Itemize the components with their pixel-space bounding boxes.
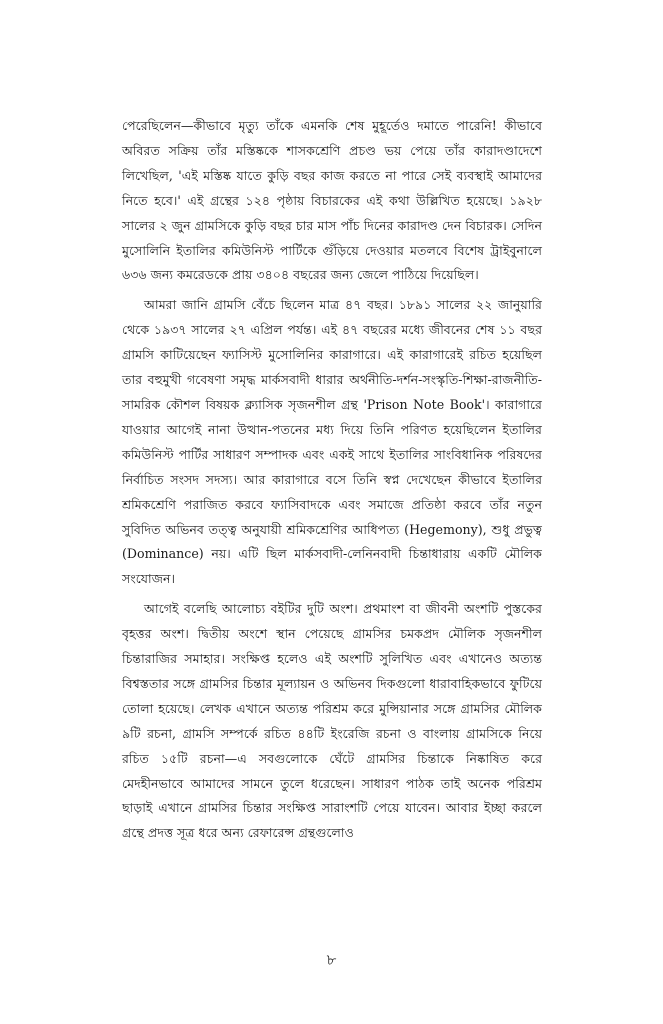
paragraph-gramsci-life: আমরা জানি গ্রামসি বেঁচে ছিলেন মাত্র ৪৭ বছর। ১৮৯১ সালের ২২ জানুয়ারি থেকে ১৯৩৭ সালের ২৭ এপ্রিল পর্যন্ত। এই ৪৭ বছরের মধ্যে জীবনের শেষ ১১ বছর গ্রামসি কাটিয়েছেন ফ্যাসিস্ট মুসোলিনির কারাগারে। এই কারাগারেই রচিত হয়েছিল তার বহুমুখী গবেষণা সমৃদ্ধ মার্কসবাদী ধারার অর্থনীতি-দর্শন-সংস্কৃতি-শিক্ষা-রাজনীতি-সামরিক কৌশল বিষয়ক ক্ল্যাসিক সৃজনশীল গ্রন্থ 'Prison Note Book'। কারাগারে যাওয়ার আগেই নানা উত্থান-পতনের মধ্য দিয়ে তিনি পরিণত হয়েছিলেন ইতালির কমিউনিস্ট পার্টির সাধারণ সম্পাদক এবং একই সাথে ইতালির সাংবিধানিক পরিষদের নির্বাচিত সংসদ সদস্য। আর কারাগারে বসে তিনি স্বপ্ন দেখেছেন কীভাবে ইতালির শ্রমিকশ্রেণি পরাজিত করবে ফ্যাসিবাদকে এবং সমাজে প্রতিষ্ঠা করবে তাঁর নতুন সুবিদিত অভিনব তত্ত্ব অনুযায়ী শ্রমিকশ্রেণির আধিপত্য (Hegemony), শুধু প্রভুত্ব (Dominance) নয়। এটি ছিল মার্কসবাদী-লেনিনবাদী চিন্তাধারায় একটি মৌলিক সংযোজন। (122, 297, 542, 587)
body-text (122, 114, 542, 851)
page-number: ৮ (326, 951, 337, 969)
paragraph-continued: পেরেছিলেন—কীভাবে মৃত্যু তাঁকে এমনকি শেষ মুহূর্তেও দমাতে পারেনি! কীভাবে অবিরত সক্রিয় তাঁর মস্তিষ্ককে শাসকশ্রেণি প্রচণ্ড ভয় পেয়ে তাঁর কারাদণ্ডাদেশে লিখেছিল, 'এই মস্তিষ্ক যাতে কুড়ি বছর কাজ করতে না পারে সেই ব্যবস্থাই আমাদের নিতে হবে।' এই গ্রন্থের ১২৪ পৃষ্ঠায় বিচারকের এই কথা উল্লিখিত হয়েছে। ১৯২৮ সালের ২ জুন গ্রামসিকে কুড়ি বছর চার মাস পাঁচ দিনের কারাদণ্ড দেন বিচারক। সেদিন মুসোলিনি ইতালির কমিউনিস্ট পার্টিকে গুঁড়িয়ে দেওয়ার মতলবে বিশেষ ট্রাইবুনালে ৬৩৬ জন্য কমরেডকে প্রায় ৩৪০৪ বছরের জন্য জেলে পাঠিয়ে দিয়েছিল। (122, 118, 542, 283)
paragraph-book-parts: আগেই বলেছি আলোচ্য বইটির দুটি অংশ। প্রথমাংশ বা জীবনী অংশটি পুস্তকের বৃহত্তর অংশ। দ্বিতীয় অংশে স্থান পেয়েছে গ্রামসির চমকপ্রদ মৌলিক সৃজনশীল চিন্তারাজির সমাহার। সংক্ষিপ্ত হলেও এই অংশটি সুলিখিত এবং এখানেও অত্যন্ত বিশ্বস্ততার সঙ্গে গ্রামসির চিন্তার মূল্যায়ন ও অভিনব দিকগুলো ধারাবাহিকভাবে ফুটিয়ে তোলা হয়েছে। লেখক এখানে অত্যন্ত পরিশ্রম করে মুন্সিয়ানার সঙ্গে গ্রামসির মৌলিক ৯টি রচনা, গ্রামসি সম্পর্কে রচিত ৪৪টি ইংরেজি রচনা ও বাংলায় গ্রামসিকে নিয়ে রচিত ১৫টি রচনা—এ সবগুলোকে ঘেঁটে গ্রামসির চিন্তাকে নিষ্কাষিত করে মেদহীনভাবে আমাদের সামনে তুলে ধরেছেন। সাধারণ পাঠক তাই অনেক পরিশ্রম ছাড়াই এখানে গ্রামসির চিন্তার সংক্ষিপ্ত সারাংশটি পেয়ে যাবেন। আবার ইচ্ছা করলে গ্রন্থে প্রদত্ত সূত্র ধরে অন্য রেফারেন্স গ্রন্থগুলোও (122, 601, 542, 841)
